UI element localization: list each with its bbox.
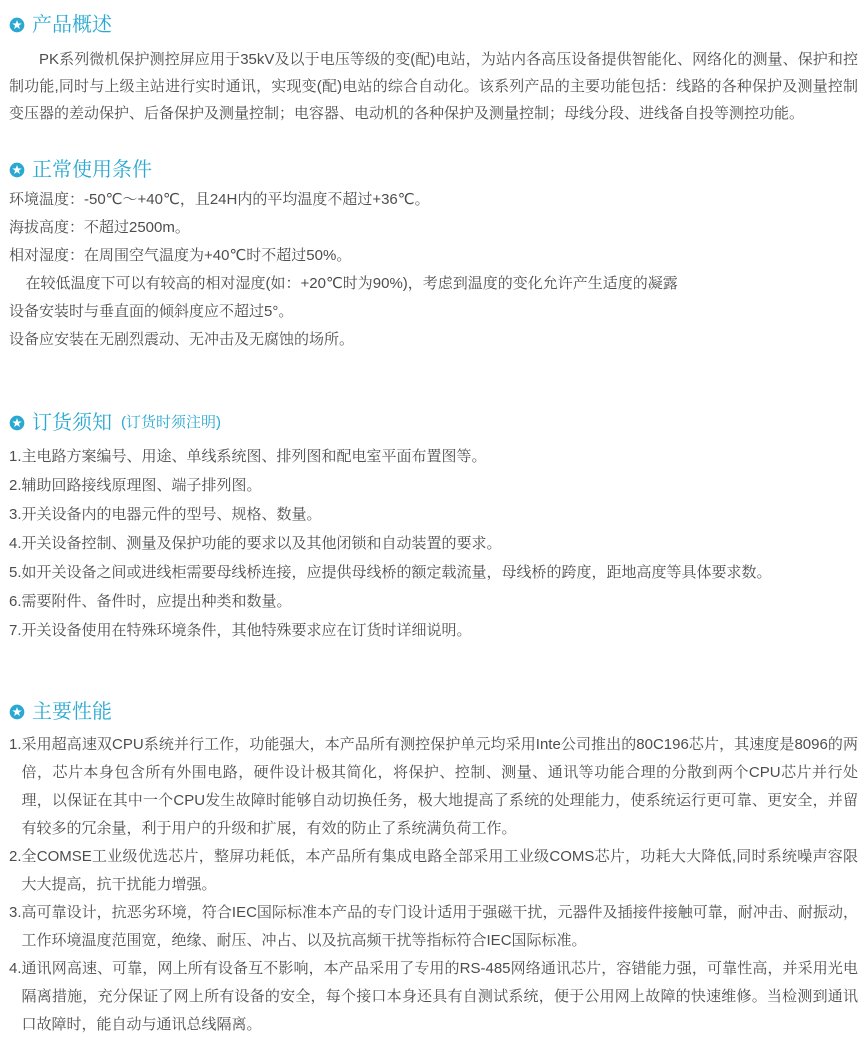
list-item-number: 3. xyxy=(9,506,22,523)
section-conditions xyxy=(9,157,858,354)
section-overview-heading xyxy=(9,12,858,38)
condition-line-text: 海拔高度：不超过2500m。 xyxy=(9,219,190,236)
condition-line xyxy=(9,270,858,298)
section-conditions-title: 正常使用条件 xyxy=(32,159,152,181)
list-item-text: 开关设备使用在特殊环境条件，其他特殊要求应在订货时详细说明。 xyxy=(21,622,472,639)
section-performance-heading xyxy=(9,699,858,725)
list-item-text: 如开关设备之间或进线柜需要母线桥连接，应提供母线桥的额定载流量，母线桥的跨度，距地高度等具体要求数。 xyxy=(21,564,772,581)
star-badge-icon xyxy=(9,162,25,178)
condition-line-text: 设备安装时与垂直面的倾斜度应不超过5°。 xyxy=(9,303,294,320)
condition-line-text: 相对湿度：在周围空气温度为+40℃时不超过50%。 xyxy=(9,247,352,264)
conditions-lines xyxy=(9,186,858,354)
star-badge-icon xyxy=(9,17,25,33)
overview-paragraph: PK系列微机保护测控屏应用于35kV及以于电压等级的变(配)电站，为站内各高压设备提供智能化、网络化的测量、保护和控制功能,同时与上级主站进行实时通讯，实现变(配)电站的综合自动化。该系列产品的主要功能包括：线路的各种保护及测量控制变压器的差动保护、后备保护及测量控制；电容器、电动机的各种保护及测量控制；母线分段、进线备自投等测控功能。 xyxy=(9,51,858,122)
condition-line xyxy=(9,214,858,242)
section-ordering-title: 订货须知 xyxy=(32,412,112,434)
list-item-text: 主电路方案编号、用途、单线系统图、排列图和配电室平面布置图等。 xyxy=(21,448,487,465)
list-item-number: 4. xyxy=(9,535,22,552)
section-overview xyxy=(9,12,858,127)
ordering-list-item xyxy=(9,471,858,500)
list-item-text: 采用超高速双CPU系统并行工作，功能强大，本产品所有测控保护单元均采用Inte公司推出的80C196芯片，其速度是8096的两倍，芯片本身包含所有外围电路，硬件设计极其简化，将保护、控制、测量、通讯等功能合理的分散到两个CPU芯片并行处理，以保证在其中一个CPU发生故障时能够自动切换任务，极大地提高了系统的处理能力，使系统运行更可靠、更安全，并留有较多的冗余量，利于用户的升级和扩展，有效的防止了系统满负荷工作。 xyxy=(21,736,858,837)
star-badge-icon xyxy=(9,704,25,720)
ordering-list-item xyxy=(9,587,858,616)
list-item-text: 全COMSE工业级优选芯片，整屏功耗低，本产品所有集成电路全部采用工业级COMS芯片，功耗大大降低,同时系统噪声容限大大提高，抗干扰能力增强。 xyxy=(21,848,858,893)
condition-line xyxy=(9,298,858,326)
section-overview-title: 产品概述 xyxy=(32,14,112,36)
condition-line xyxy=(9,186,858,214)
list-item-number: 2. xyxy=(9,848,22,865)
section-ordering-subtitle: (订货时须注明) xyxy=(121,414,221,431)
list-item-number: 5. xyxy=(9,564,22,581)
ordering-list-item xyxy=(9,500,858,529)
ordering-list-item xyxy=(9,529,858,558)
condition-line-text: 在较低温度下可以有较高的相对湿度(如：+20℃时为90%)，考虑到温度的变化允许产生适度的凝露 xyxy=(25,275,678,292)
list-item-text: 开关设备内的电器元件的型号、规格、数量。 xyxy=(21,506,322,523)
list-item-number: 1. xyxy=(9,736,22,753)
list-item-text: 辅助回路接线原理图、端子排列图。 xyxy=(21,477,262,494)
list-item-number: 2. xyxy=(9,477,22,494)
section-performance-title: 主要性能 xyxy=(32,701,112,723)
star-badge-icon xyxy=(9,415,25,431)
section-ordering xyxy=(9,410,858,645)
ordering-list xyxy=(9,442,858,645)
section-conditions-heading xyxy=(9,157,858,183)
performance-list-item xyxy=(9,899,858,955)
list-item-text: 高可靠设计，抗恶劣环境，符合IEC国际标准本产品的专门设计适用于强磁干扰，元器件及插接件接触可靠，耐冲击、耐振动，工作环境温度范围宽，绝缘、耐压、冲占、以及抗高频干扰等指标符合IEC国际标准。 xyxy=(21,904,858,949)
ordering-list-item xyxy=(9,616,858,645)
condition-line xyxy=(9,242,858,270)
list-item-number: 3. xyxy=(9,904,22,921)
list-item-number: 6. xyxy=(9,593,22,610)
section-ordering-heading xyxy=(9,410,858,436)
list-item-number: 4. xyxy=(9,960,22,977)
list-item-text: 通讯网高速、可靠，网上所有设备互不影响，本产品采用了专用的RS-485网络通讯芯片，容错能力强，可靠性高，并采用光电隔离措施，充分保证了网上所有设备的安全，每个接口本身还具有自测试系统，便于公用网上故障的快速维修。当检测到通讯口故障时，能自动与通讯总线隔离。 xyxy=(21,960,858,1033)
list-item-text: 开关设备控制、测量及保护功能的要求以及其他闭锁和自动装置的要求。 xyxy=(21,535,502,552)
condition-line xyxy=(9,326,858,354)
ordering-list-item xyxy=(9,442,858,471)
performance-list-item xyxy=(9,731,858,843)
list-item-number: 1. xyxy=(9,448,22,465)
section-performance xyxy=(9,699,858,1039)
performance-list-item xyxy=(9,955,858,1039)
condition-line-text: 设备应安装在无剧烈震动、无冲击及无腐蚀的场所。 xyxy=(9,331,355,348)
performance-list-item xyxy=(9,843,858,899)
condition-line-text: 环境温度：-50℃～+40℃，且24H内的平均温度不超过+36℃。 xyxy=(9,191,430,208)
ordering-list-item xyxy=(9,558,858,587)
performance-list xyxy=(9,731,858,1039)
list-item-text: 需要附件、备件时，应提出种类和数量。 xyxy=(21,593,292,610)
list-item-number: 7. xyxy=(9,622,22,639)
